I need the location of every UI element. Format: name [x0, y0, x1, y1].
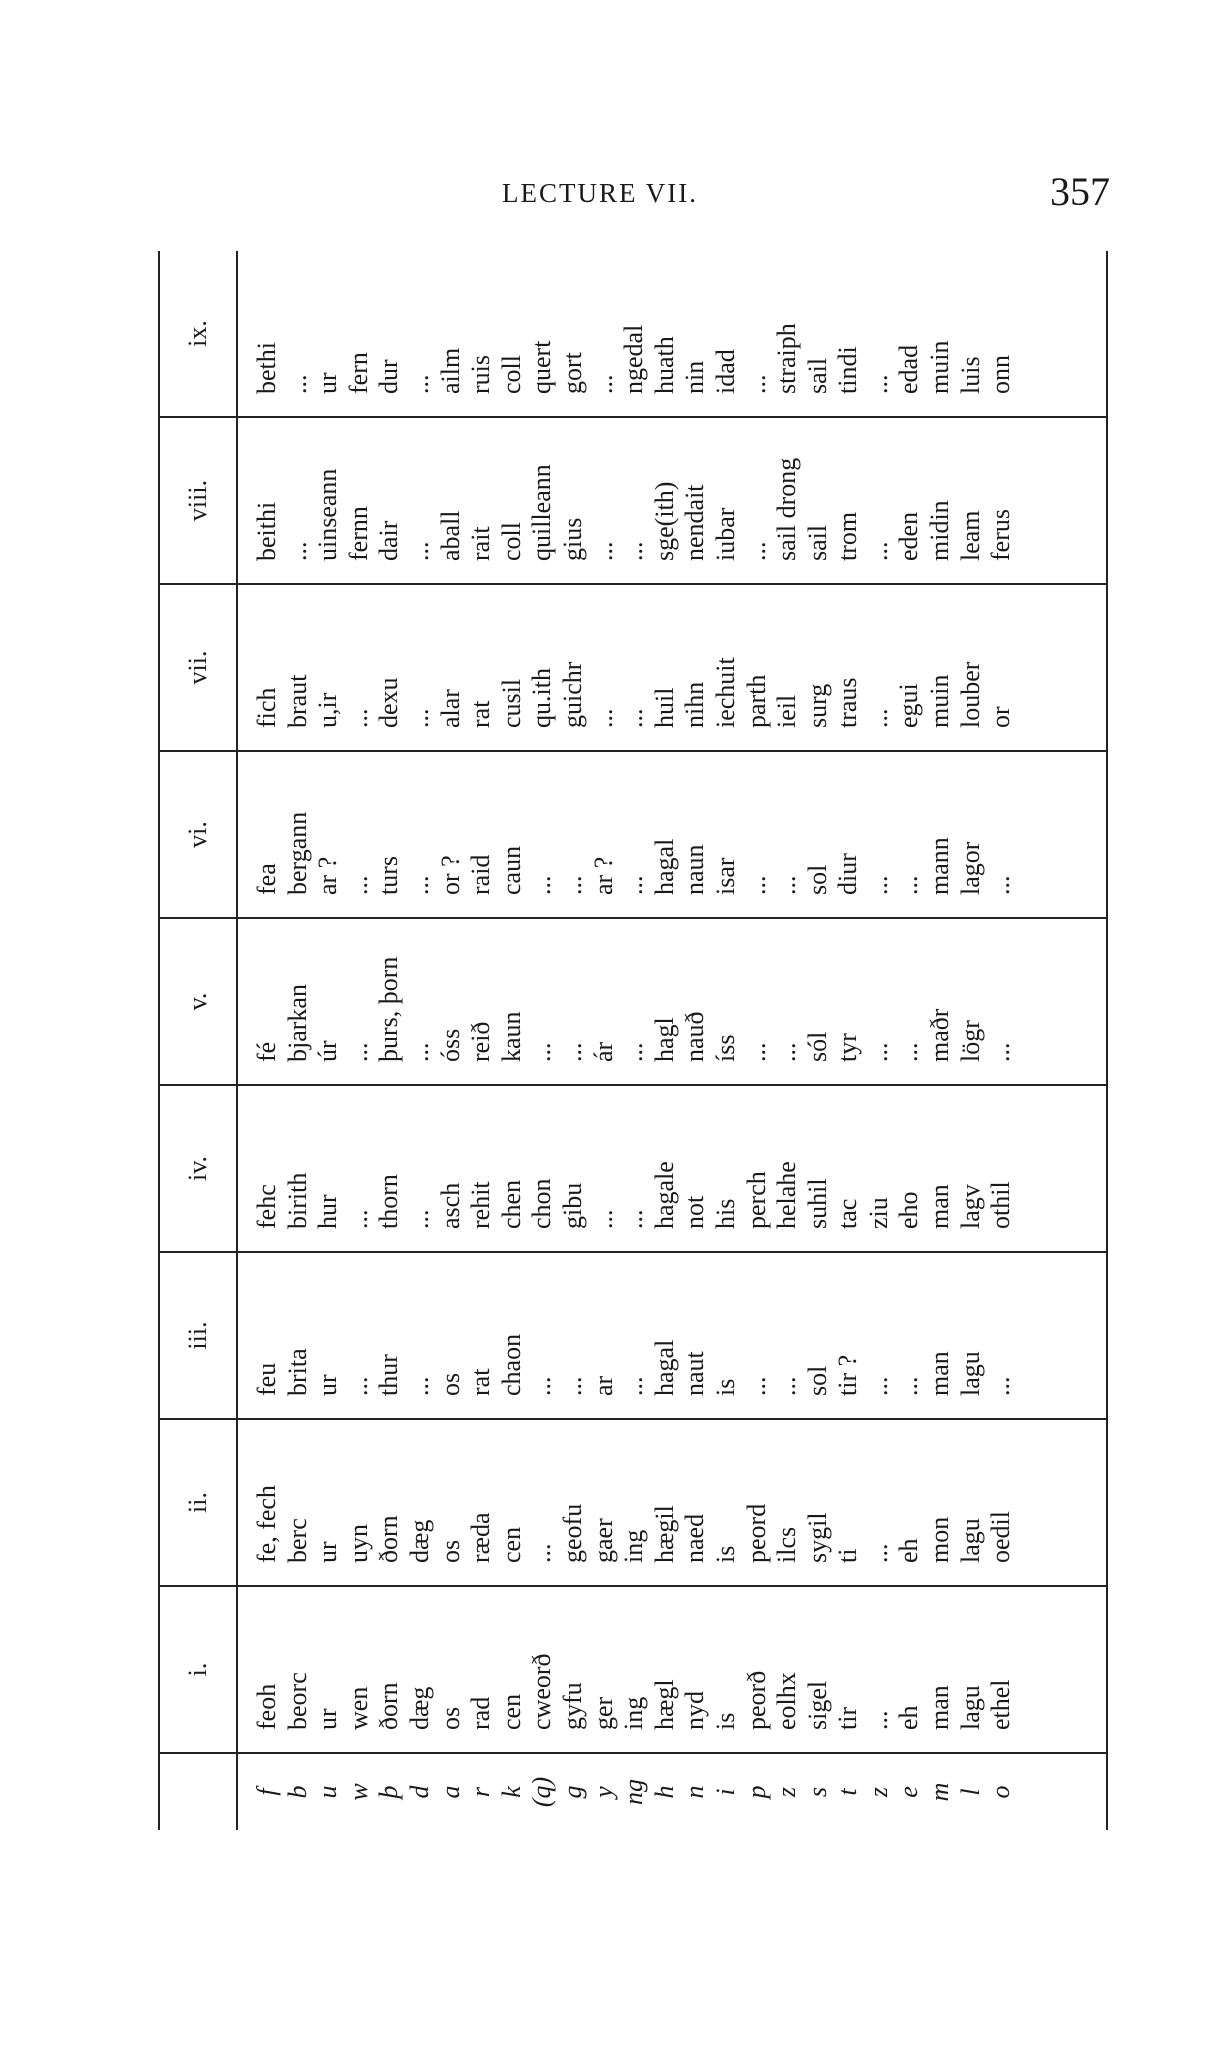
rune-name-cell: ...	[619, 1376, 649, 1396]
rune-name-cell: lagu	[955, 1351, 985, 1396]
rune-name-cell: ngedal	[619, 324, 649, 394]
rune-name-cell: quert	[527, 340, 557, 394]
rune-name-cell: ruis	[466, 355, 496, 394]
sound-letter: (q)	[527, 1776, 557, 1808]
rune-name-cell: ...	[404, 1042, 434, 1062]
rune-name-cell: huath	[649, 336, 679, 394]
rune-name-cell: coll	[496, 355, 526, 394]
rune-name-cell: hagal	[649, 1339, 679, 1396]
rune-name-cell: lögr	[955, 1020, 985, 1062]
rune-name-cell: ...	[619, 1209, 649, 1229]
rune-name-cell: his	[710, 1198, 740, 1229]
rune-name-cell: straiph	[772, 323, 802, 394]
rune-name-cell: eolhx	[772, 1672, 802, 1730]
sound-letter: m	[925, 1782, 955, 1802]
column-header-sound	[159, 1753, 237, 1830]
rune-name-cell: lagu	[955, 1685, 985, 1730]
rune-name-cell: ...	[527, 1376, 557, 1396]
rune-name-cell: uyn	[343, 1524, 373, 1563]
rune-name-cell: ...	[863, 708, 893, 728]
rune-name-cell: ...	[404, 374, 434, 394]
rune-name-cell: eh	[894, 1538, 924, 1563]
rune-name-cell: perch	[741, 1171, 771, 1229]
rune-name-cell: eho	[894, 1191, 924, 1229]
rune-name-cell: birith	[282, 1172, 312, 1229]
rune-name-cell: ...	[772, 1042, 802, 1062]
rune-name-cell: ...	[404, 541, 434, 561]
rune-name-cell: beorc	[282, 1672, 312, 1730]
rune-name-cell: man	[925, 1685, 955, 1730]
rune-name-cell: chen	[496, 1179, 526, 1229]
rune-alphabet-table	[158, 251, 1108, 1830]
page-header	[0, 168, 1227, 218]
rune-name-cell: sygil	[802, 1512, 832, 1563]
rune-name-cell: ðorn	[374, 1515, 404, 1563]
rune-name-cell: thorn	[374, 1174, 404, 1229]
rune-name-cell: is	[710, 1378, 740, 1396]
rune-name-cell: rait	[466, 526, 496, 561]
alphabet-column	[237, 417, 1107, 584]
rune-name-cell: cen	[496, 1693, 526, 1730]
rune-name-cell: ...	[986, 875, 1016, 895]
rune-name-cell: sge(ith)	[649, 481, 679, 561]
rune-name-cell: man	[925, 1351, 955, 1396]
rune-name-cell: ...	[588, 708, 618, 728]
rune-name-cell: ...	[557, 875, 587, 895]
rune-name-cell: lagu	[955, 1518, 985, 1563]
rune-name-cell: ðorn	[374, 1682, 404, 1730]
rune-name-cell: tir ?	[833, 1354, 863, 1396]
column-header: v.	[159, 918, 237, 1085]
rune-name-cell: mann	[925, 837, 955, 895]
sound-letter: z	[772, 1786, 802, 1798]
page-number: 357	[1050, 169, 1110, 214]
rune-name-cell: bethi	[252, 342, 281, 394]
rune-name-cell: quilleann	[527, 464, 557, 561]
column-header: vi.	[159, 751, 237, 918]
rune-name-cell: muin	[925, 340, 955, 394]
rune-name-cell: luis	[955, 356, 985, 394]
rune-name-cell: traus	[833, 677, 863, 728]
rune-name-cell: trom	[833, 511, 863, 561]
rune-name-cell: hagl	[649, 1017, 679, 1062]
rune-name-cell: hagal	[649, 838, 679, 895]
rune-name-cell: ...	[772, 1376, 802, 1396]
rune-name-cell: ...	[343, 1042, 373, 1062]
rune-name-cell: beithi	[252, 501, 281, 561]
table-header-row	[159, 251, 237, 1830]
rune-name-cell: edad	[894, 344, 924, 394]
rune-name-cell: ár	[588, 1041, 618, 1062]
sound-letter: z	[863, 1786, 893, 1798]
rune-name-cell: kaun	[496, 1011, 526, 1062]
rune-name-cell: chon	[527, 1178, 557, 1229]
rune-name-cell: gaer	[588, 1518, 618, 1563]
rune-name-cell: ferus	[986, 509, 1016, 561]
rune-name-cell: tir	[833, 1706, 863, 1730]
rune-name-cell: nendait	[680, 484, 710, 561]
rune-name-cell: ...	[343, 1209, 373, 1229]
column-header: iv.	[159, 1085, 237, 1252]
alphabet-column	[237, 1419, 1107, 1586]
rune-name-cell: dæg	[404, 1519, 434, 1563]
rune-name-cell: u,ir	[313, 692, 343, 728]
rune-name-cell: ...	[741, 875, 771, 895]
alphabet-column	[237, 1252, 1107, 1419]
rune-name-cell: ...	[741, 1376, 771, 1396]
sound-letter: h	[649, 1785, 679, 1799]
rune-name-cell: ...	[894, 1376, 924, 1396]
rune-name-cell: nihn	[680, 681, 710, 728]
sound-letter: b	[282, 1785, 312, 1799]
rune-name-cell: is	[710, 1712, 740, 1730]
running-title: LECTURE VII.	[502, 178, 698, 208]
rune-name-cell: hægil	[649, 1505, 679, 1563]
rune-name-cell: fea	[252, 863, 281, 895]
rune-name-cell: fern	[343, 352, 373, 394]
rune-name-cell: eden	[894, 511, 924, 561]
rune-name-cell: os	[435, 1539, 465, 1563]
rune-name-cell: os	[435, 1706, 465, 1730]
alphabet-column	[237, 751, 1107, 918]
rune-name-cell: sail	[802, 357, 832, 394]
rune-name-cell: muin	[925, 674, 955, 728]
rune-name-cell: sail	[802, 524, 832, 561]
rune-name-cell: isar	[710, 857, 740, 895]
rune-name-cell: lagv	[955, 1184, 985, 1229]
sound-letter: w	[343, 1783, 373, 1801]
rune-name-cell: ethel	[986, 1679, 1016, 1730]
rune-name-cell: chaon	[496, 1333, 526, 1396]
rune-name-cell: ...	[527, 875, 557, 895]
rune-name-cell: cusil	[496, 678, 526, 728]
rune-name-cell: rehit	[466, 1181, 496, 1229]
sound-letter: a	[435, 1785, 465, 1799]
rune-name-cell: sol	[802, 864, 832, 895]
sound-letter: u	[313, 1785, 343, 1799]
rune-name-cell: dair	[374, 520, 404, 561]
rune-name-cell: coll	[496, 522, 526, 561]
rune-name-cell: gius	[557, 517, 587, 561]
rune-name-cell: ...	[619, 875, 649, 895]
rune-name-cell: ...	[619, 1042, 649, 1062]
column-header: i.	[159, 1586, 237, 1753]
rune-name-cell: ...	[863, 541, 893, 561]
rune-name-cell: berc	[282, 1518, 312, 1563]
rune-name-cell: fe, fech	[252, 1485, 281, 1563]
rune-name-cell: tindi	[833, 346, 863, 394]
rune-name-cell: óss	[435, 1028, 465, 1062]
rune-name-cell: ...	[863, 1543, 893, 1563]
alphabet-column	[237, 251, 1107, 417]
rune-name-cell: cen	[496, 1526, 526, 1563]
rune-name-cell: braut	[282, 674, 312, 728]
rune-name-cell: ing	[619, 1696, 649, 1730]
sound-letter: r	[466, 1786, 496, 1798]
rune-name-cell: ...	[894, 875, 924, 895]
rune-name-cell: ...	[986, 1042, 1016, 1062]
sound-letter: e	[894, 1786, 924, 1798]
rune-name-cell: ...	[894, 1042, 924, 1062]
rune-name-cell: geofu	[557, 1503, 587, 1563]
rune-name-cell: ...	[619, 541, 649, 561]
rune-name-cell: tyr	[833, 1033, 863, 1062]
rune-name-cell: surg	[802, 683, 832, 728]
rune-name-cell: midin	[925, 500, 955, 561]
rune-name-cell: naun	[680, 844, 710, 895]
rune-name-cell: ...	[863, 1376, 893, 1396]
rune-name-cell: ...	[863, 1710, 893, 1730]
rune-name-cell: leam	[955, 510, 985, 561]
rune-name-cell: helahe	[772, 1161, 802, 1229]
sound-letter: t	[833, 1788, 863, 1796]
rune-name-cell: fé	[252, 1041, 281, 1062]
alphabet-column	[237, 918, 1107, 1085]
rune-name-cell: bjarkan	[282, 984, 312, 1062]
rune-name-cell: ...	[863, 1042, 893, 1062]
rune-name-cell: ar ?	[313, 856, 343, 895]
rune-name-cell: ...	[527, 1042, 557, 1062]
sound-letter: i	[710, 1788, 740, 1796]
rune-name-cell: sigel	[802, 1680, 832, 1730]
table-body-row	[237, 251, 1107, 1830]
rune-name-cell: sol	[802, 1365, 832, 1396]
rune-name-cell: ieil	[772, 694, 802, 728]
sound-letter: þ	[374, 1785, 404, 1799]
rune-name-cell: ...	[404, 1209, 434, 1229]
rune-name-cell: qu.ith	[527, 668, 557, 728]
rune-name-cell: ...	[741, 1042, 771, 1062]
rune-name-cell: ...	[404, 1376, 434, 1396]
rune-name-cell: peorð	[741, 1670, 771, 1730]
rune-name-cell: gibu	[557, 1182, 587, 1229]
rune-name-cell: fich	[252, 687, 281, 728]
rune-name-cell: or ?	[435, 855, 465, 895]
rune-name-cell: ...	[282, 374, 312, 394]
rune-name-cell: nyd	[680, 1691, 710, 1730]
rune-name-cell: ar	[588, 1375, 618, 1396]
rune-name-cell: feu	[252, 1362, 281, 1396]
rune-name-cell: ...	[741, 374, 771, 394]
rune-name-cell: bergann	[282, 811, 312, 895]
rune-name-cell: ...	[343, 875, 373, 895]
rune-name-cell: ti	[833, 1548, 863, 1563]
sound-letter: s	[802, 1786, 832, 1798]
rune-name-cell: ur	[313, 372, 343, 394]
rune-name-cell: ...	[588, 374, 618, 394]
rune-name-cell: uinseann	[313, 468, 343, 561]
rune-name-cell: nin	[680, 360, 710, 394]
rune-name-cell: sól	[802, 1031, 832, 1062]
rune-name-cell: hur	[313, 1194, 343, 1229]
rune-name-cell: brita	[282, 1348, 312, 1396]
rune-name-cell: ...	[619, 708, 649, 728]
alphabet-column	[237, 584, 1107, 751]
rune-name-cell: ...	[863, 374, 893, 394]
rune-name-cell: naut	[680, 1351, 710, 1396]
sound-letter: k	[496, 1786, 526, 1798]
rune-name-cell: egui	[894, 683, 924, 728]
rune-name-cell: ...	[557, 1376, 587, 1396]
rune-name-cell: gort	[557, 352, 587, 394]
rune-name-cell: ur	[313, 1708, 343, 1730]
rune-name-cell: wen	[343, 1686, 373, 1730]
rune-name-cell: ...	[741, 541, 771, 561]
column-header: iii.	[159, 1252, 237, 1419]
rune-name-cell: ziu	[863, 1197, 893, 1229]
rune-name-cell: alar	[435, 689, 465, 728]
rune-name-cell: rat	[466, 1368, 496, 1396]
rune-name-cell: oedil	[986, 1511, 1016, 1563]
rune-name-cell: fernn	[343, 506, 373, 561]
rune-name-cell: hægl	[649, 1679, 679, 1730]
rune-name-cell: ger	[588, 1696, 618, 1730]
rune-name-cell: guichr	[557, 661, 587, 728]
alphabet-column	[237, 1586, 1107, 1753]
rune-name-cell: ilcs	[772, 1526, 802, 1563]
sound-letter: ng	[619, 1779, 649, 1805]
rune-name-cell: eh	[894, 1705, 924, 1730]
rune-name-cell: dur	[374, 359, 404, 394]
rune-name-cell: peord	[741, 1503, 771, 1563]
rune-name-cell: mon	[925, 1516, 955, 1563]
rune-name-cell: dæg	[404, 1686, 434, 1730]
rune-name-cell: feoh	[252, 1683, 281, 1730]
rune-name-cell: ...	[588, 541, 618, 561]
rune-name-cell: os	[435, 1372, 465, 1396]
rune-name-cell: caun	[496, 845, 526, 895]
rune-name-cell: iechuit	[710, 657, 740, 728]
rune-name-cell: maðr	[925, 1008, 955, 1062]
rune-table-frame	[158, 266, 1108, 1830]
rune-name-cell: gyfu	[557, 1682, 587, 1730]
rune-name-cell: ...	[986, 1376, 1016, 1396]
column-header: ix.	[159, 251, 237, 417]
rune-name-cell: louber	[955, 661, 985, 728]
rune-name-cell: ...	[557, 1042, 587, 1062]
rune-name-cell: ...	[772, 875, 802, 895]
sound-letter: y	[588, 1786, 618, 1798]
rune-name-cell: þurs, þorn	[374, 956, 404, 1062]
rune-name-cell: thur	[374, 1354, 404, 1396]
rune-name-cell: dexu	[374, 677, 404, 728]
rune-name-cell: man	[925, 1184, 955, 1229]
column-header: ii.	[159, 1419, 237, 1586]
sound-column	[237, 1753, 1107, 1830]
sound-letter: n	[680, 1785, 710, 1799]
rune-name-cell: parth	[741, 674, 771, 728]
sound-letter: f	[252, 1788, 281, 1796]
rune-name-cell: úr	[313, 1040, 343, 1062]
rune-name-cell: cweorð	[527, 1653, 557, 1730]
sound-letter: o	[986, 1785, 1016, 1799]
rune-name-cell: rad	[466, 1696, 496, 1730]
column-header: viii.	[159, 417, 237, 584]
rune-name-cell: is	[710, 1545, 740, 1563]
rune-name-cell: ur	[313, 1541, 343, 1563]
rune-name-cell: ...	[404, 708, 434, 728]
rune-name-cell: asch	[435, 1182, 465, 1229]
sound-letter: l	[955, 1788, 985, 1796]
rune-name-cell: ...	[343, 1376, 373, 1396]
rune-name-cell: idad	[710, 349, 740, 394]
sound-letter: p	[741, 1785, 771, 1799]
alphabet-column	[237, 1085, 1107, 1252]
rune-name-cell: ar ?	[588, 856, 618, 895]
rune-name-cell: sail drong	[772, 457, 802, 561]
rune-name-cell: raid	[466, 854, 496, 895]
rune-name-cell: rat	[466, 700, 496, 728]
rune-name-cell: turs	[374, 856, 404, 895]
rune-name-cell: naed	[680, 1513, 710, 1563]
rune-name-cell: ...	[863, 875, 893, 895]
rune-name-cell: iubar	[710, 507, 740, 561]
rune-name-cell: aball	[435, 510, 465, 561]
rune-name-cell: huil	[649, 687, 679, 728]
rune-name-cell: nauð	[680, 1011, 710, 1062]
rune-name-cell: ...	[343, 708, 373, 728]
rune-name-cell: tac	[833, 1198, 863, 1229]
rune-name-cell: ...	[588, 1209, 618, 1229]
rune-name-cell: reið	[466, 1021, 496, 1062]
rune-name-cell: not	[680, 1195, 710, 1229]
rune-name-cell: ræda	[466, 1512, 496, 1563]
rune-name-cell: ailm	[435, 347, 465, 394]
rune-name-cell: ...	[527, 1543, 557, 1563]
rune-name-cell: ing	[619, 1529, 649, 1563]
rune-name-cell: suhil	[802, 1178, 832, 1229]
sound-letter: g	[557, 1785, 587, 1799]
rune-name-cell: onn	[986, 355, 1016, 394]
rune-name-cell: hagale	[649, 1161, 679, 1229]
rune-name-cell: diur	[833, 853, 863, 895]
rune-name-cell: fehc	[252, 1184, 281, 1229]
rune-name-cell: íss	[710, 1034, 740, 1062]
sound-letter: d	[404, 1785, 434, 1799]
rune-name-cell: othil	[986, 1181, 1016, 1229]
column-header: vii.	[159, 584, 237, 751]
rune-name-cell: ur	[313, 1374, 343, 1396]
rune-name-cell: or	[986, 706, 1016, 728]
rune-name-cell: lagor	[955, 841, 985, 895]
rune-name-cell: ...	[282, 541, 312, 561]
rune-name-cell: ...	[404, 875, 434, 895]
